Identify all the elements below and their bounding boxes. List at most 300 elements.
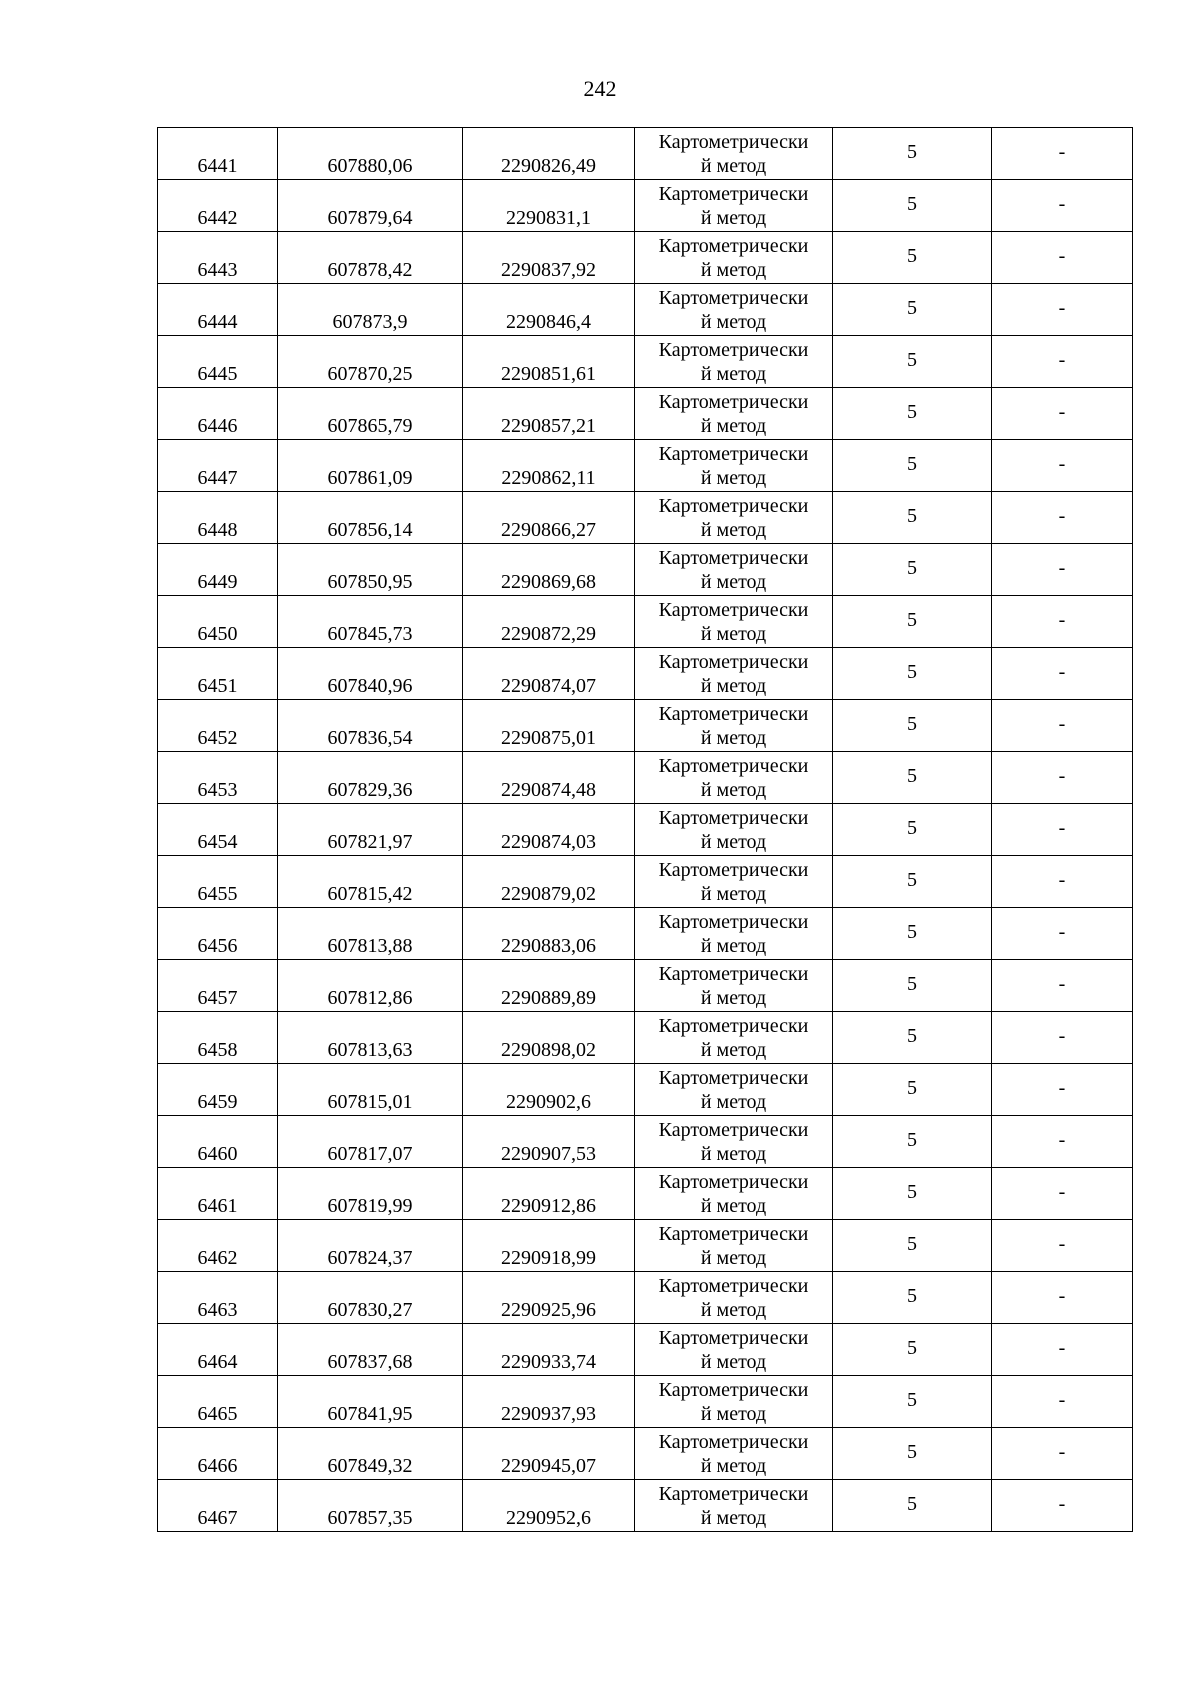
method-label-line2: й метод <box>700 1142 767 1165</box>
note-text: - <box>1058 1076 1066 1099</box>
method-label-line1: Картометрически <box>658 390 809 413</box>
table-row <box>158 492 1133 544</box>
method-label-line2: й метод <box>700 414 767 437</box>
y-coordinate-text: 2290889,89 <box>501 987 596 1009</box>
note-cell <box>992 1480 1133 1532</box>
method-cell <box>635 596 833 648</box>
x-coordinate-cell <box>278 1064 463 1116</box>
note-cell <box>992 1272 1133 1324</box>
point-number-cell <box>158 544 278 596</box>
accuracy-cell <box>833 180 992 232</box>
x-coordinate-cell <box>278 1480 463 1532</box>
accuracy-cell <box>833 752 992 804</box>
method-label-line2: й метод <box>700 1402 767 1425</box>
table-row <box>158 856 1133 908</box>
y-coordinate-cell <box>463 648 635 700</box>
accuracy-text: 5 <box>907 972 917 995</box>
table-row <box>158 180 1133 232</box>
y-coordinate-text: 2290874,07 <box>501 675 596 697</box>
y-coordinate-text: 2290866,27 <box>501 519 596 541</box>
y-coordinate-cell <box>463 388 635 440</box>
note-cell <box>992 752 1133 804</box>
x-coordinate-cell <box>278 752 463 804</box>
point-number-text: 6451 <box>197 675 238 697</box>
method-cell <box>635 544 833 596</box>
accuracy-text: 5 <box>907 1492 917 1515</box>
y-coordinate-cell <box>463 284 635 336</box>
method-label-line1: Картометрически <box>658 650 809 673</box>
y-coordinate-text: 2290902,6 <box>506 1091 591 1113</box>
accuracy-cell <box>833 1324 992 1376</box>
point-number-text: 6449 <box>197 571 238 593</box>
x-coordinate-cell <box>278 856 463 908</box>
x-coordinate-text: 607824,37 <box>327 1247 413 1269</box>
accuracy-text: 5 <box>907 1232 917 1255</box>
y-coordinate-cell <box>463 232 635 284</box>
method-label-line1: Картометрически <box>658 754 809 777</box>
x-coordinate-cell <box>278 388 463 440</box>
x-coordinate-cell <box>278 128 463 180</box>
method-label-line1: Картометрически <box>658 702 809 725</box>
y-coordinate-text: 2290875,01 <box>501 727 596 749</box>
note-text: - <box>1058 1440 1066 1463</box>
accuracy-text: 5 <box>907 244 917 267</box>
x-coordinate-cell <box>278 440 463 492</box>
x-coordinate-cell <box>278 1012 463 1064</box>
accuracy-text: 5 <box>907 1284 917 1307</box>
accuracy-text: 5 <box>907 504 917 527</box>
point-number-text: 6446 <box>197 415 238 437</box>
method-cell <box>635 232 833 284</box>
method-label-line2: й метод <box>700 206 767 229</box>
y-coordinate-text: 2290837,92 <box>501 259 596 281</box>
note-cell <box>992 440 1133 492</box>
method-label-line1: Картометрически <box>658 494 809 517</box>
note-text: - <box>1058 764 1066 787</box>
accuracy-cell <box>833 388 992 440</box>
y-coordinate-cell <box>463 128 635 180</box>
y-coordinate-cell <box>463 1324 635 1376</box>
note-cell <box>992 700 1133 752</box>
note-cell <box>992 596 1133 648</box>
accuracy-text: 5 <box>907 1336 917 1359</box>
x-coordinate-cell <box>278 648 463 700</box>
note-cell <box>992 1012 1133 1064</box>
method-cell <box>635 960 833 1012</box>
point-number-text: 6456 <box>197 935 238 957</box>
method-label-line2: й метод <box>700 258 767 281</box>
note-text: - <box>1058 192 1066 215</box>
note-text: - <box>1058 1128 1066 1151</box>
point-number-text: 6441 <box>197 155 238 177</box>
y-coordinate-text: 2290952,6 <box>506 1507 591 1529</box>
point-number-cell <box>158 752 278 804</box>
accuracy-text: 5 <box>907 400 917 423</box>
point-number-cell <box>158 596 278 648</box>
table-row <box>158 440 1133 492</box>
x-coordinate-text: 607870,25 <box>327 363 413 385</box>
method-cell <box>635 856 833 908</box>
note-text: - <box>1058 1232 1066 1255</box>
y-coordinate-text: 2290945,07 <box>501 1455 596 1477</box>
y-coordinate-text: 2290918,99 <box>501 1247 596 1269</box>
y-coordinate-text: 2290933,74 <box>501 1351 596 1373</box>
accuracy-cell <box>833 1168 992 1220</box>
point-number-text: 6443 <box>197 259 238 281</box>
method-label-line1: Картометрически <box>658 234 809 257</box>
accuracy-cell <box>833 1220 992 1272</box>
x-coordinate-cell <box>278 700 463 752</box>
point-number-cell <box>158 128 278 180</box>
x-coordinate-text: 607837,68 <box>327 1351 413 1373</box>
y-coordinate-text: 2290846,4 <box>506 311 591 333</box>
note-text: - <box>1058 1388 1066 1411</box>
note-cell <box>992 908 1133 960</box>
accuracy-cell <box>833 596 992 648</box>
method-label-line2: й метод <box>700 518 767 541</box>
method-label-line1: Картометрически <box>658 338 809 361</box>
method-label-line2: й метод <box>700 154 767 177</box>
accuracy-text: 5 <box>907 816 917 839</box>
accuracy-cell <box>833 1012 992 1064</box>
method-cell <box>635 1220 833 1272</box>
method-label-line1: Картометрически <box>658 1274 809 1297</box>
table-row <box>158 128 1133 180</box>
note-text: - <box>1058 868 1066 891</box>
x-coordinate-cell <box>278 1428 463 1480</box>
accuracy-cell <box>833 648 992 700</box>
accuracy-cell <box>833 1428 992 1480</box>
y-coordinate-text: 2290883,06 <box>501 935 596 957</box>
note-text: - <box>1058 1336 1066 1359</box>
point-number-cell <box>158 232 278 284</box>
method-label-line1: Картометрически <box>658 1170 809 1193</box>
method-label-line1: Картометрически <box>658 1378 809 1401</box>
accuracy-cell <box>833 1480 992 1532</box>
accuracy-cell <box>833 1064 992 1116</box>
note-cell <box>992 1116 1133 1168</box>
y-coordinate-cell <box>463 1012 635 1064</box>
x-coordinate-text: 607856,14 <box>327 519 413 541</box>
x-coordinate-text: 607813,88 <box>327 935 413 957</box>
accuracy-cell <box>833 440 992 492</box>
accuracy-cell <box>833 336 992 388</box>
point-number-cell <box>158 1480 278 1532</box>
table-row <box>158 804 1133 856</box>
y-coordinate-cell <box>463 440 635 492</box>
method-label-line1: Картометрически <box>658 546 809 569</box>
method-cell <box>635 1064 833 1116</box>
method-label-line1: Картометрически <box>658 130 809 153</box>
accuracy-text: 5 <box>907 1024 917 1047</box>
note-text: - <box>1058 140 1066 163</box>
note-cell <box>992 960 1133 1012</box>
accuracy-cell <box>833 232 992 284</box>
note-text: - <box>1058 1180 1066 1203</box>
accuracy-text: 5 <box>907 192 917 215</box>
accuracy-text: 5 <box>907 660 917 683</box>
point-number-cell <box>158 700 278 752</box>
point-number-cell <box>158 1064 278 1116</box>
method-cell <box>635 336 833 388</box>
y-coordinate-cell <box>463 1168 635 1220</box>
method-label-line2: й метод <box>700 1454 767 1477</box>
y-coordinate-cell <box>463 804 635 856</box>
point-number-text: 6455 <box>197 883 238 905</box>
method-label-line2: й метод <box>700 622 767 645</box>
y-coordinate-text: 2290872,29 <box>501 623 596 645</box>
method-label-line1: Картометрически <box>658 910 809 933</box>
x-coordinate-cell <box>278 492 463 544</box>
point-number-text: 6459 <box>197 1091 238 1113</box>
y-coordinate-text: 2290851,61 <box>501 363 596 385</box>
point-number-cell <box>158 336 278 388</box>
y-coordinate-text: 2290879,02 <box>501 883 596 905</box>
y-coordinate-cell <box>463 1064 635 1116</box>
point-number-text: 6463 <box>197 1299 238 1321</box>
method-label-line2: й метод <box>700 986 767 1009</box>
table-row <box>158 544 1133 596</box>
note-text: - <box>1058 1024 1066 1047</box>
method-label-line1: Картометрически <box>658 1482 809 1505</box>
x-coordinate-cell <box>278 1168 463 1220</box>
x-coordinate-text: 607878,42 <box>327 259 413 281</box>
y-coordinate-cell <box>463 1116 635 1168</box>
y-coordinate-text: 2290912,86 <box>501 1195 596 1217</box>
method-label-line2: й метод <box>700 882 767 905</box>
table-body <box>158 128 1133 1532</box>
note-cell <box>992 1324 1133 1376</box>
note-cell <box>992 128 1133 180</box>
method-cell <box>635 1324 833 1376</box>
method-cell <box>635 180 833 232</box>
point-number-cell <box>158 440 278 492</box>
note-text: - <box>1058 556 1066 579</box>
y-coordinate-text: 2290826,49 <box>501 155 596 177</box>
method-label-line1: Картометрически <box>658 598 809 621</box>
x-coordinate-cell <box>278 1324 463 1376</box>
x-coordinate-cell <box>278 804 463 856</box>
x-coordinate-cell <box>278 1272 463 1324</box>
method-cell <box>635 752 833 804</box>
method-label-line2: й метод <box>700 466 767 489</box>
accuracy-cell <box>833 804 992 856</box>
table-row <box>158 1376 1133 1428</box>
method-label-line1: Картометрически <box>658 1066 809 1089</box>
method-cell <box>635 128 833 180</box>
accuracy-cell <box>833 1376 992 1428</box>
accuracy-text: 5 <box>907 556 917 579</box>
x-coordinate-text: 607829,36 <box>327 779 413 801</box>
method-label-line2: й метод <box>700 726 767 749</box>
point-number-text: 6444 <box>197 311 238 333</box>
y-coordinate-cell <box>463 492 635 544</box>
x-coordinate-cell <box>278 908 463 960</box>
point-number-text: 6454 <box>197 831 238 853</box>
y-coordinate-text: 2290862,11 <box>501 467 596 489</box>
method-cell <box>635 804 833 856</box>
point-number-text: 6447 <box>197 467 238 489</box>
table-row <box>158 1168 1133 1220</box>
y-coordinate-text: 2290874,03 <box>501 831 596 853</box>
table-row <box>158 1324 1133 1376</box>
method-label-line1: Картометрически <box>658 858 809 881</box>
point-number-cell <box>158 1168 278 1220</box>
x-coordinate-text: 607819,99 <box>327 1195 413 1217</box>
point-number-cell <box>158 180 278 232</box>
table-row <box>158 700 1133 752</box>
method-cell <box>635 1116 833 1168</box>
accuracy-text: 5 <box>907 712 917 735</box>
point-number-cell <box>158 388 278 440</box>
note-text: - <box>1058 816 1066 839</box>
y-coordinate-cell <box>463 700 635 752</box>
method-cell <box>635 492 833 544</box>
x-coordinate-text: 607830,27 <box>327 1299 413 1321</box>
point-number-cell <box>158 648 278 700</box>
x-coordinate-text: 607817,07 <box>327 1143 413 1165</box>
point-number-cell <box>158 284 278 336</box>
point-number-text: 6448 <box>197 519 238 541</box>
method-label-line2: й метод <box>700 310 767 333</box>
y-coordinate-cell <box>463 336 635 388</box>
x-coordinate-text: 607845,73 <box>327 623 413 645</box>
note-cell <box>992 284 1133 336</box>
y-coordinate-cell <box>463 1428 635 1480</box>
note-text: - <box>1058 972 1066 995</box>
method-cell <box>635 908 833 960</box>
table-row <box>158 1116 1133 1168</box>
method-cell <box>635 388 833 440</box>
x-coordinate-text: 607849,32 <box>327 1455 413 1477</box>
point-number-cell <box>158 1012 278 1064</box>
accuracy-text: 5 <box>907 1076 917 1099</box>
x-coordinate-text: 607873,9 <box>332 311 408 333</box>
x-coordinate-cell <box>278 284 463 336</box>
x-coordinate-text: 607815,42 <box>327 883 413 905</box>
x-coordinate-cell <box>278 232 463 284</box>
note-text: - <box>1058 1492 1066 1515</box>
method-label-line1: Картометрически <box>658 442 809 465</box>
y-coordinate-text: 2290869,68 <box>501 571 596 593</box>
y-coordinate-cell <box>463 1376 635 1428</box>
note-cell <box>992 388 1133 440</box>
point-number-text: 6464 <box>197 1351 238 1373</box>
method-label-line2: й метод <box>700 1038 767 1061</box>
note-text: - <box>1058 660 1066 683</box>
note-cell <box>992 180 1133 232</box>
point-number-cell <box>158 804 278 856</box>
accuracy-cell <box>833 856 992 908</box>
x-coordinate-text: 607840,96 <box>327 675 413 697</box>
accuracy-cell <box>833 128 992 180</box>
accuracy-text: 5 <box>907 1440 917 1463</box>
note-cell <box>992 856 1133 908</box>
method-cell <box>635 1480 833 1532</box>
x-coordinate-text: 607812,86 <box>327 987 413 1009</box>
point-number-text: 6467 <box>197 1507 238 1529</box>
point-number-text: 6457 <box>197 987 238 1009</box>
accuracy-text: 5 <box>907 296 917 319</box>
note-text: - <box>1058 244 1066 267</box>
method-cell <box>635 648 833 700</box>
accuracy-text: 5 <box>907 348 917 371</box>
accuracy-cell <box>833 284 992 336</box>
note-cell <box>992 1064 1133 1116</box>
x-coordinate-text: 607813,63 <box>327 1039 413 1061</box>
accuracy-text: 5 <box>907 1388 917 1411</box>
x-coordinate-text: 607857,35 <box>327 1507 413 1529</box>
y-coordinate-text: 2290874,48 <box>501 779 596 801</box>
accuracy-cell <box>833 908 992 960</box>
point-number-text: 6450 <box>197 623 238 645</box>
method-cell <box>635 1376 833 1428</box>
y-coordinate-cell <box>463 1480 635 1532</box>
method-label-line1: Картометрически <box>658 1326 809 1349</box>
point-number-cell <box>158 1324 278 1376</box>
table-row <box>158 752 1133 804</box>
accuracy-text: 5 <box>907 140 917 163</box>
y-coordinate-cell <box>463 1220 635 1272</box>
table-row <box>158 1480 1133 1532</box>
x-coordinate-text: 607850,95 <box>327 571 413 593</box>
x-coordinate-text: 607836,54 <box>327 727 413 749</box>
point-number-cell <box>158 1272 278 1324</box>
x-coordinate-text: 607865,79 <box>327 415 413 437</box>
y-coordinate-cell <box>463 856 635 908</box>
table-row <box>158 388 1133 440</box>
table-row <box>158 1012 1133 1064</box>
point-number-text: 6461 <box>197 1195 238 1217</box>
table-row <box>158 648 1133 700</box>
accuracy-text: 5 <box>907 1180 917 1203</box>
method-label-line2: й метод <box>700 1350 767 1373</box>
x-coordinate-text: 607815,01 <box>327 1091 413 1113</box>
y-coordinate-cell <box>463 596 635 648</box>
method-cell <box>635 1168 833 1220</box>
note-cell <box>992 1168 1133 1220</box>
method-label-line1: Картометрически <box>658 286 809 309</box>
point-number-cell <box>158 1116 278 1168</box>
accuracy-text: 5 <box>907 920 917 943</box>
table-row <box>158 908 1133 960</box>
method-label-line1: Картометрически <box>658 1118 809 1141</box>
note-text: - <box>1058 452 1066 475</box>
accuracy-cell <box>833 492 992 544</box>
method-label-line1: Картометрически <box>658 962 809 985</box>
note-cell <box>992 544 1133 596</box>
x-coordinate-cell <box>278 544 463 596</box>
x-coordinate-cell <box>278 336 463 388</box>
x-coordinate-cell <box>278 1116 463 1168</box>
point-number-cell <box>158 960 278 1012</box>
method-label-line2: й метод <box>700 1298 767 1321</box>
method-label-line2: й метод <box>700 830 767 853</box>
point-number-text: 6452 <box>197 727 238 749</box>
note-text: - <box>1058 348 1066 371</box>
table-row <box>158 232 1133 284</box>
note-text: - <box>1058 296 1066 319</box>
method-cell <box>635 1428 833 1480</box>
method-cell <box>635 700 833 752</box>
accuracy-cell <box>833 1272 992 1324</box>
point-number-text: 6462 <box>197 1247 238 1269</box>
method-label-line1: Картометрически <box>658 1222 809 1245</box>
method-label-line1: Картометрически <box>658 1430 809 1453</box>
note-cell <box>992 648 1133 700</box>
point-number-cell <box>158 856 278 908</box>
point-number-cell <box>158 1220 278 1272</box>
